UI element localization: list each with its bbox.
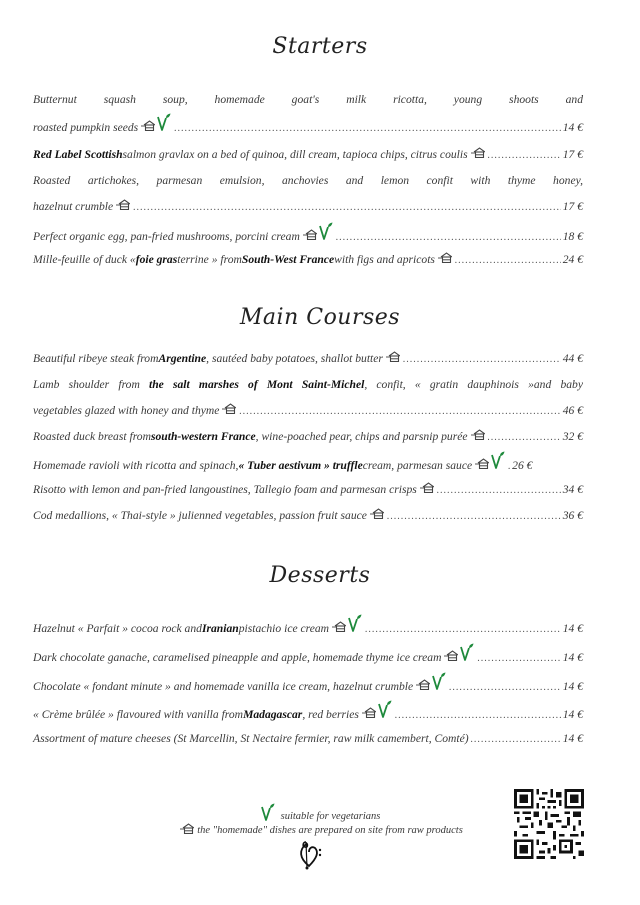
item-price: 14 € — [562, 680, 583, 693]
dot-leader — [437, 478, 561, 504]
item-origin: Iranian — [201, 622, 239, 635]
house-icon — [222, 403, 236, 414]
dot-leader — [174, 116, 561, 142]
item-description: Butternut squash soup, homemade goat's milk ricotta, young shoots and — [33, 93, 583, 106]
item-highlight: foie gras — [135, 253, 178, 266]
item-price: 18 € — [562, 230, 583, 243]
item-description: Lamb shoulder from — [33, 378, 149, 391]
menu-item — [33, 247, 583, 273]
item-description: Roasted artichokes, parmesan emulsion, anchovies and lemon confit with thyme honey, — [33, 174, 583, 187]
menu-item — [33, 477, 583, 503]
item-price: 14 € — [562, 732, 583, 745]
menu-item — [33, 142, 583, 168]
dot-leader — [365, 617, 561, 643]
menu-item — [33, 700, 583, 726]
item-description: Risotto with lemon and pan-fried langoustines, Tallegio foam and parmesan crisps — [33, 483, 417, 496]
house-icon — [471, 429, 485, 440]
dot-leader — [488, 425, 561, 451]
section-title-starters: Starters — [272, 34, 368, 59]
house-icon — [180, 823, 194, 834]
item-description: Dark chocolate ganache, caramelised pineapple and apple, homemade thyme ice cream — [33, 651, 442, 664]
item-price: 14 € — [562, 651, 583, 664]
vegetarian-icon — [378, 700, 392, 718]
menu-item — [33, 222, 583, 248]
menu-item — [33, 346, 583, 372]
item-description — [33, 372, 583, 398]
house-icon — [332, 621, 346, 632]
house-icon — [141, 120, 155, 131]
menu-item — [33, 87, 583, 139]
item-description: « Crème brûlée » flavoured with vanilla from — [33, 708, 244, 721]
item-description: terrine » from — [177, 253, 242, 266]
item-description: Mille-feuille of duck « — [33, 253, 136, 266]
dot-leader — [455, 248, 561, 274]
dot-leader — [239, 399, 560, 425]
legend-text: suitable for vegetarians — [280, 811, 381, 822]
item-description: , sautéed baby potatoes, shallot butter — [206, 352, 383, 365]
item-description: Chocolate « fondant minute » and homemade vanilla ice cream, hazelnut crumble — [33, 680, 414, 693]
item-description: Hazelnut « Parfait » cocoa rock and — [33, 622, 202, 635]
vegetarian-icon — [432, 672, 446, 690]
item-description: Assortment of mature cheeses (St Marcellin, St Nectaire fermier, raw milk camembert, Comté) — [33, 732, 469, 745]
legend-vegetarian — [150, 803, 490, 822]
item-price: 26 € — [512, 459, 533, 472]
item-description: Beautiful ribeye steak from — [33, 352, 159, 365]
item-description: roasted pumpkin seeds — [33, 121, 139, 134]
item-origin: South-West France — [241, 253, 335, 266]
item-description: Roasted duck breast from — [33, 430, 151, 443]
legend-homemade — [150, 823, 490, 836]
item-description: hazelnut crumble — [33, 200, 114, 213]
dot-leader — [449, 675, 561, 701]
dot-leader — [133, 195, 561, 221]
item-price: 17 € — [562, 200, 583, 213]
item-highlight: « Tuber aestivum » truffle — [238, 459, 363, 472]
item-description: , wine-poached pear, chips and parsnip purée — [255, 430, 468, 443]
legend-text: the "homemade" dishes are prepared on site from raw products — [197, 825, 463, 836]
item-origin: the salt marshes of Mont Saint-Michel — [149, 378, 365, 391]
vegetarian-icon — [157, 113, 171, 131]
qr-code[interactable] — [514, 789, 584, 859]
house-icon — [116, 199, 130, 210]
item-price: 36 € — [562, 509, 583, 522]
menu-item — [33, 372, 583, 424]
house-icon — [362, 707, 376, 718]
item-description: Homemade ravioli with ricotta and spinach, — [33, 459, 239, 472]
item-description: cream, parmesan sauce — [362, 459, 473, 472]
item-description: with figs and apricots — [334, 253, 435, 266]
item-price: 44 € — [562, 352, 583, 365]
menu-item — [33, 614, 583, 640]
item-description: , red berries — [302, 708, 359, 721]
menu-item — [33, 726, 583, 752]
menu-item — [33, 503, 583, 529]
vegetarian-icon — [348, 614, 362, 632]
item-price: 14 € — [562, 708, 583, 721]
dot-leader — [387, 504, 561, 530]
dot-leader — [403, 347, 561, 373]
item-price: 14 € — [562, 121, 583, 134]
item-description: , confit, « gratin dauphinois »and baby — [364, 378, 583, 391]
house-icon — [471, 147, 485, 158]
vegetarian-icon — [261, 803, 275, 821]
item-origin: Red Label Scottish — [33, 148, 123, 161]
item-price: 17 € — [562, 148, 583, 161]
menu-item — [33, 643, 583, 669]
vegetarian-icon — [491, 451, 505, 469]
house-icon — [386, 351, 400, 362]
dot-leader — [477, 646, 560, 672]
section-title-main-courses: Main Courses — [239, 305, 401, 330]
item-origin: Argentine — [158, 352, 207, 365]
item-origin: Madagascar — [243, 708, 303, 721]
menu-item — [33, 451, 583, 477]
menu-item — [33, 168, 583, 220]
item-description: vegetables glazed with honey and thyme — [33, 404, 220, 417]
item-price: 46 € — [562, 404, 583, 417]
house-icon — [438, 252, 452, 263]
house-icon — [416, 679, 430, 690]
house-icon — [475, 458, 489, 469]
vegetarian-icon — [319, 222, 333, 240]
item-description: salmon gravlax on a bed of quinoa, dill cream, tapioca chips, citrus coulis — [122, 148, 468, 161]
house-icon — [420, 482, 434, 493]
item-origin: south-western France — [150, 430, 256, 443]
vegetarian-icon — [460, 643, 474, 661]
item-description: Perfect organic egg, pan-fried mushrooms, porcini cream — [33, 230, 300, 243]
house-icon — [370, 508, 384, 519]
section-title-desserts: Desserts — [269, 563, 371, 588]
item-description: pistachio ice cream — [238, 622, 330, 635]
house-icon — [303, 229, 317, 240]
house-icon — [444, 650, 458, 661]
menu-item — [33, 672, 583, 698]
item-description: Cod medallions, « Thai-style » julienned vegetables, passion fruit sauce — [33, 509, 367, 522]
item-price: 32 € — [562, 430, 583, 443]
menu-item — [33, 424, 583, 450]
item-price: 24 € — [562, 253, 583, 266]
dot-leader — [471, 727, 561, 753]
music-clef-heart-icon — [295, 838, 325, 870]
item-price: 14 € — [562, 622, 583, 635]
dot-leader — [488, 143, 561, 169]
item-price: 34 € — [562, 483, 583, 496]
